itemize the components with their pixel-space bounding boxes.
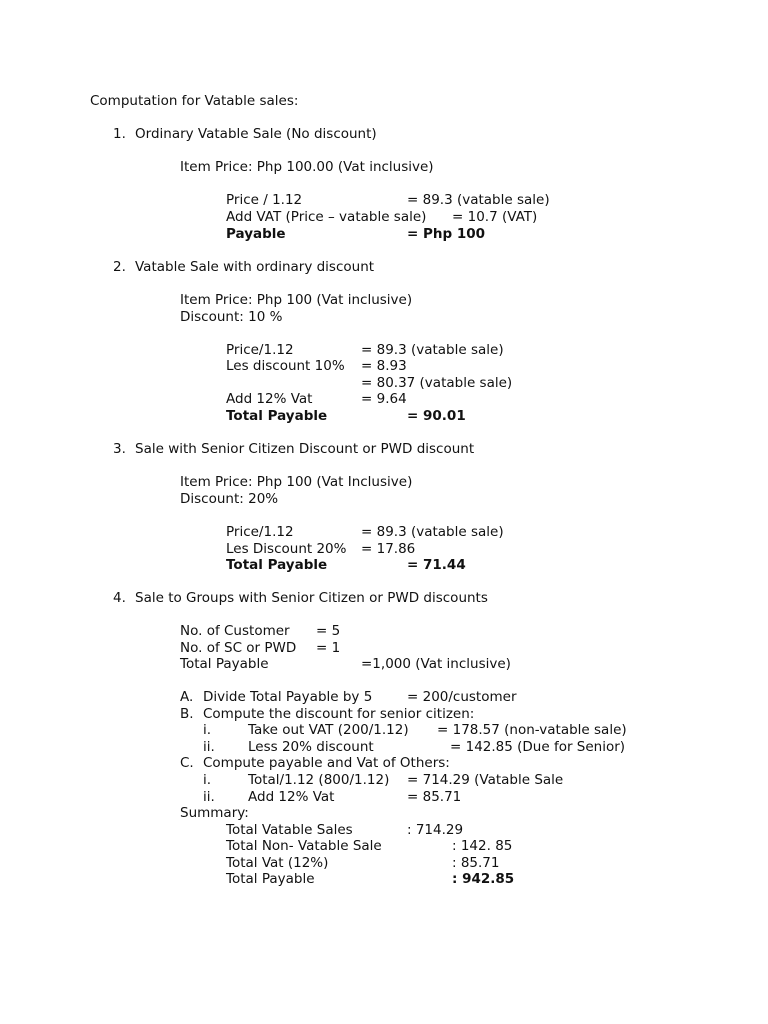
calc-label: Total Payable <box>180 656 269 672</box>
step-marker: C. <box>180 755 194 771</box>
substep-value: = 85.71 <box>407 789 462 805</box>
list-number: 2. <box>113 259 126 275</box>
calc-label: Price/1.12 <box>226 342 294 358</box>
calc-label: No. of Customer <box>180 623 290 639</box>
calc-value: = 80.37 (vatable sale) <box>361 375 513 391</box>
summary-label: Total Non- Vatable Sale <box>226 838 382 854</box>
total-label: Total Payable <box>226 557 328 573</box>
list-number: 1. <box>113 126 126 142</box>
substep-value: = 178.57 (non-vatable sale) <box>437 722 627 738</box>
substep-marker: i. <box>203 722 212 738</box>
section-title: Sale to Groups with Senior Citizen or PWD discounts <box>135 590 488 606</box>
calc-value: = 89.3 (vatable sale) <box>361 524 504 540</box>
substep-marker: i. <box>203 772 212 788</box>
total-label: Total Payable <box>226 408 328 424</box>
calc-label: Add VAT (Price – vatable sale) <box>226 209 427 225</box>
substep-text: Take out VAT (200/1.12) <box>248 722 409 738</box>
step-text: Divide Total Payable by 5 <box>203 689 373 705</box>
section-title: Sale with Senior Citizen Discount or PWD discount <box>135 441 475 457</box>
substep-marker: ii. <box>203 739 215 755</box>
calc-value: = 9.64 <box>361 391 407 407</box>
step-marker: A. <box>180 689 194 705</box>
substep-text: Add 12% Vat <box>248 789 335 805</box>
summary-value: : 85.71 <box>452 855 500 871</box>
list-number: 4. <box>113 590 126 606</box>
step-text: Compute payable and Vat of Others: <box>203 755 450 771</box>
section-title: Vatable Sale with ordinary discount <box>135 259 375 275</box>
total-value: = 90.01 <box>407 408 466 424</box>
calc-value: = 89.3 (vatable sale) <box>361 342 504 358</box>
calc-value: = 1 <box>316 640 341 656</box>
item-price: Item Price: Php 100.00 (Vat inclusive) <box>180 159 434 175</box>
discount-rate: Discount: 10 % <box>180 309 283 325</box>
page-title: Computation for Vatable sales: <box>90 93 299 109</box>
step-value: = 200/customer <box>407 689 517 705</box>
discount-rate: Discount: 20% <box>180 491 279 507</box>
calc-value: = 17.86 <box>361 541 416 557</box>
calc-value: = 5 <box>316 623 341 639</box>
calc-value: =1,000 (Vat inclusive) <box>361 656 511 672</box>
calc-label: Les Discount 20% <box>226 541 347 557</box>
calc-label: No. of SC or PWD <box>180 640 297 656</box>
calc-label: Add 12% Vat <box>226 391 313 407</box>
calc-value: = 89.3 (vatable sale) <box>407 192 550 208</box>
summary-value: : 714.29 <box>407 822 464 838</box>
step-text: Compute the discount for senior citizen: <box>203 706 475 722</box>
substep-text: Less 20% discount <box>248 739 374 755</box>
calc-label: Price / 1.12 <box>226 192 303 208</box>
calc-label: Les discount 10% <box>226 358 345 374</box>
summary-total-value: : 942.85 <box>452 871 515 887</box>
step-marker: B. <box>180 706 194 722</box>
calc-value: = 8.93 <box>361 358 407 374</box>
total-value: = Php 100 <box>407 226 486 242</box>
calc-value: = 10.7 (VAT) <box>452 209 538 225</box>
summary-heading: Summary: <box>180 805 249 821</box>
item-price: Item Price: Php 100 (Vat Inclusive) <box>180 474 413 490</box>
total-label: Payable <box>226 226 286 242</box>
list-number: 3. <box>113 441 126 457</box>
item-price: Item Price: Php 100 (Vat inclusive) <box>180 292 413 308</box>
summary-label: Total Vat (12%) <box>226 855 329 871</box>
section-title: Ordinary Vatable Sale (No discount) <box>135 126 377 142</box>
summary-value: : 142. 85 <box>452 838 513 854</box>
substep-value: = 714.29 (Vatable Sale <box>407 772 564 788</box>
substep-text: Total/1.12 (800/1.12) <box>248 772 390 788</box>
calc-label: Price/1.12 <box>226 524 294 540</box>
summary-label: Total Vatable Sales <box>226 822 353 838</box>
substep-value: = 142.85 (Due for Senior) <box>450 739 626 755</box>
summary-label: Total Payable <box>226 871 315 887</box>
total-value: = 71.44 <box>407 557 466 573</box>
substep-marker: ii. <box>203 789 215 805</box>
